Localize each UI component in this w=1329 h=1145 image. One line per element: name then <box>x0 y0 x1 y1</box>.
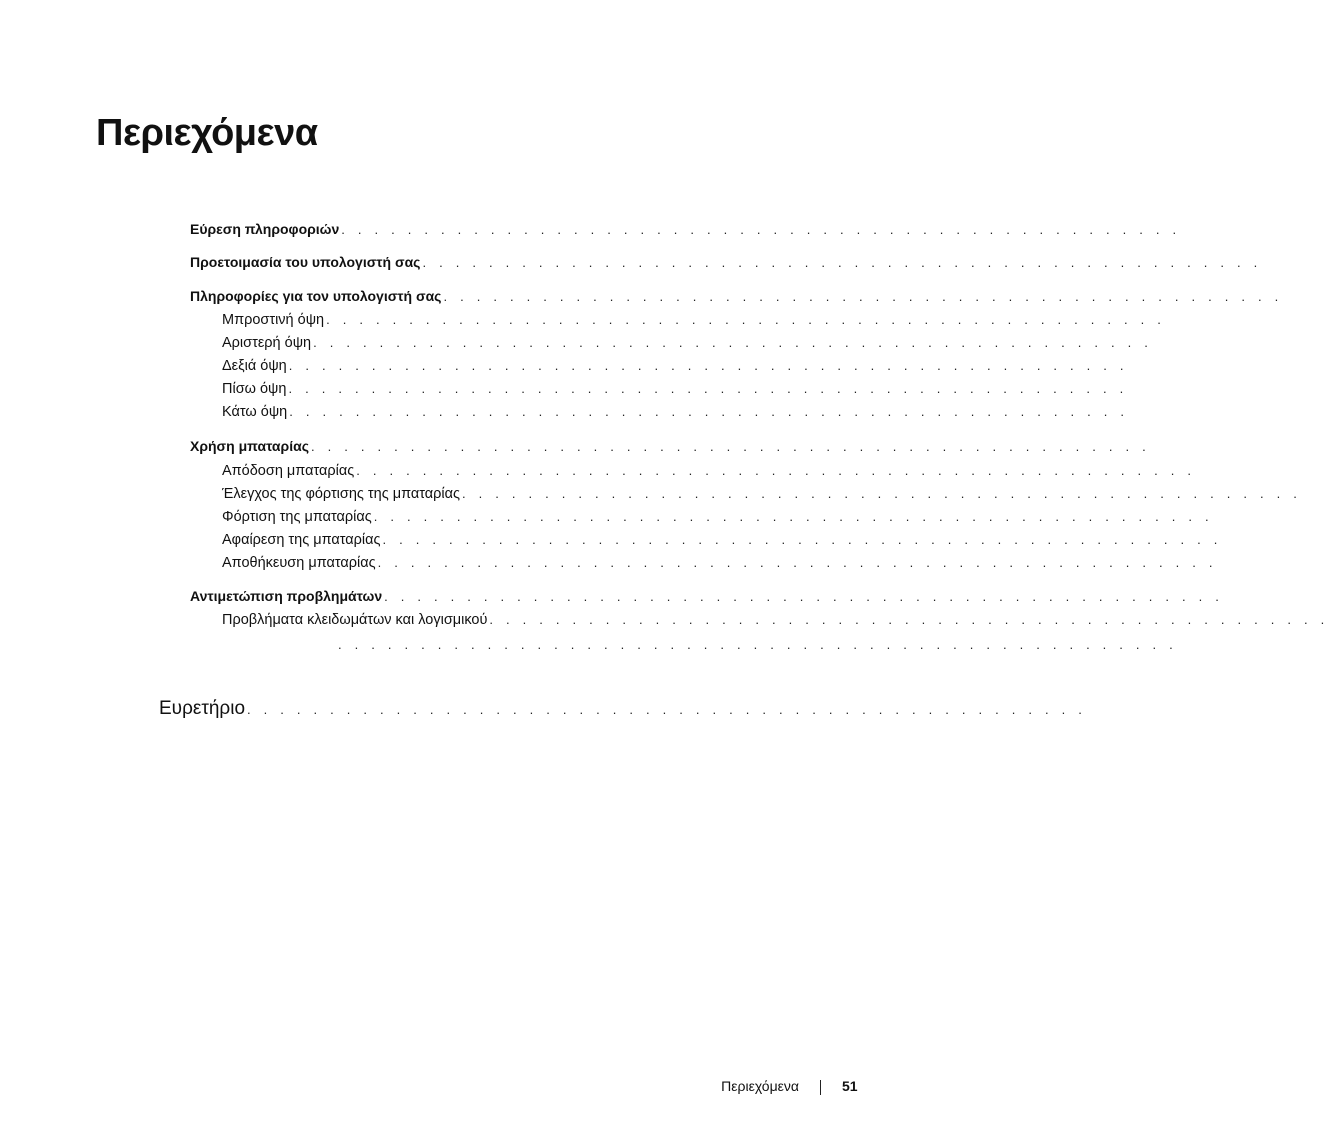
toc-entry-label: Αντιμετώπιση προβλημάτων <box>190 588 383 604</box>
toc-entry-troubleshooting[interactable] <box>190 586 1224 606</box>
toc-entry-setting-up-computer[interactable] <box>190 252 1262 272</box>
toc-entry-label: Απόδοση μπαταρίας <box>222 463 355 479</box>
toc-dot-leader: . . . . . . . . . . . . . . . . . . . . . . . . . . . . . . . . . . . . . . . . . . . . . . . . . . . <box>313 335 1153 350</box>
toc-entry-battery-performance[interactable] <box>222 461 1196 481</box>
toc-entry-removing-battery[interactable] <box>222 530 1223 550</box>
toc-dot-leader: . . . . . . . . . . . . . . . . . . . . . . . . . . . . . . . . . . . . . . . . . . . . . . . . . . . <box>247 702 1087 717</box>
toc-entry-about-computer[interactable] <box>190 286 1283 306</box>
page-title: Περιεχόμενα <box>96 112 318 154</box>
toc-entry-finding-information[interactable] <box>190 219 1181 239</box>
toc-dot-leader: . . . . . . . . . . . . . . . . . . . . . . . . . . . . . . . . . . . . . . . . . . . . . . . . . . . <box>462 486 1302 501</box>
toc-dot-leader: . . . . . . . . . . . . . . . . . . . . . . . . . . . . . . . . . . . . . . . . . . . . . . . . . . . <box>356 463 1196 478</box>
toc-dot-leader: . . . . . . . . . . . . . . . . . . . . . . . . . . . . . . . . . . . . . . . . . . . . . . . . . . . <box>384 589 1224 604</box>
toc-entry-label: Πίσω όψη <box>222 381 287 397</box>
toc-dot-leader: . . . . . . . . . . . . . . . . . . . . . . . . . . . . . . . . . . . . . . . . . . . . . . . . . . . <box>422 255 1262 270</box>
toc-entry-charging-battery[interactable] <box>222 507 1214 527</box>
toc-entry-label: Προετοιμασία του υπολογιστή σας <box>190 254 421 270</box>
toc-entry-label: Δεξιά όψη <box>222 358 287 374</box>
toc-entry-index[interactable] <box>159 696 1087 722</box>
toc-entry-bottom-view[interactable] <box>222 402 1129 422</box>
toc-leader-continuation <box>338 635 1178 655</box>
toc-dot-leader: . . . . . . . . . . . . . . . . . . . . . . . . . . . . . . . . . . . . . . . . . . . . . . . . . . . <box>489 612 1329 627</box>
toc-dot-leader: . . . . . . . . . . . . . . . . . . . . . . . . . . . . . . . . . . . . . . . . . . . . . . . . . . . <box>443 289 1283 304</box>
toc-dot-leader: . . . . . . . . . . . . . . . . . . . . . . . . . . . . . . . . . . . . . . . . . . . . . . . . . . . <box>288 358 1129 373</box>
toc-entry-label: Φόρτιση της μπαταρίας <box>222 509 372 525</box>
toc-dot-leader: . . . . . . . . . . . . . . . . . . . . . . . . . . . . . . . . . . . . . . . . . . . . . . . . . . . <box>377 555 1218 570</box>
footer-divider <box>820 1080 821 1095</box>
toc-entry-front-view[interactable] <box>222 310 1166 330</box>
toc-dot-leader: . . . . . . . . . . . . . . . . . . . . . . . . . . . . . . . . . . . . . . . . . . . . . . . . . . . <box>341 222 1181 237</box>
toc-entry-label: Έλεγχος της φόρτισης της μπαταρίας <box>222 486 461 502</box>
toc-entry-label: Αριστερή όψη <box>222 335 312 351</box>
toc-entry-left-view[interactable] <box>222 333 1153 353</box>
toc-dot-leader: . . . . . . . . . . . . . . . . . . . . . . . . . . . . . . . . . . . . . . . . . . . . . . . . . . . <box>288 381 1128 396</box>
toc-entry-label: Κάτω όψη <box>222 404 288 420</box>
toc-dot-leader: . . . . . . . . . . . . . . . . . . . . . . . . . . . . . . . . . . . . . . . . . . . . . . . . . . . <box>382 532 1223 547</box>
toc-entry-label: Πληροφορίες για τον υπολογιστή σας <box>190 288 442 304</box>
toc-entry-checking-battery-charge[interactable] <box>222 484 1302 504</box>
toc-dot-leader: . . . . . . . . . . . . . . . . . . . . . . . . . . . . . . . . . . . . . . . . . . . . . . . . . . . <box>373 509 1214 524</box>
toc-entry-label: Χρήση μπαταρίας <box>190 438 309 454</box>
toc-entry-back-view[interactable] <box>222 379 1128 399</box>
toc-dot-leader: . . . . . . . . . . . . . . . . . . . . . . . . . . . . . . . . . . . . . . . . . . . . . . . . . . . <box>310 439 1151 454</box>
toc-dot-leader: . . . . . . . . . . . . . . . . . . . . . . . . . . . . . . . . . . . . . . . . . . . . . . . . . . . <box>338 637 1178 652</box>
toc-entry-label: Μπροστινή όψη <box>222 312 325 328</box>
footer-section-title: Περιεχόμενα <box>721 1078 799 1094</box>
toc-entry-lockups-software-problems[interactable] <box>222 610 1329 630</box>
toc-entry-label: Προβλήματα κλειδωμάτων και λογισμικού <box>222 612 488 628</box>
toc-dot-leader: . . . . . . . . . . . . . . . . . . . . . . . . . . . . . . . . . . . . . . . . . . . . . . . . . . . <box>289 404 1129 419</box>
toc-entry-label: Ευρετήριο <box>159 698 246 719</box>
footer-page-number: 51 <box>842 1078 858 1094</box>
toc-entry-label: Εύρεση πληροφοριών <box>190 221 340 237</box>
page-footer <box>0 1074 954 1100</box>
toc-entry-label: Αποθήκευση μπαταρίας <box>222 555 376 571</box>
toc-entry-using-battery[interactable] <box>190 436 1151 456</box>
toc-entry-storing-battery[interactable] <box>222 553 1218 573</box>
toc-entry-right-view[interactable] <box>222 356 1129 376</box>
toc-dot-leader: . . . . . . . . . . . . . . . . . . . . . . . . . . . . . . . . . . . . . . . . . . . . . . . . . . . <box>326 312 1166 327</box>
toc-entry-label: Αφαίρεση της μπαταρίας <box>222 532 381 548</box>
